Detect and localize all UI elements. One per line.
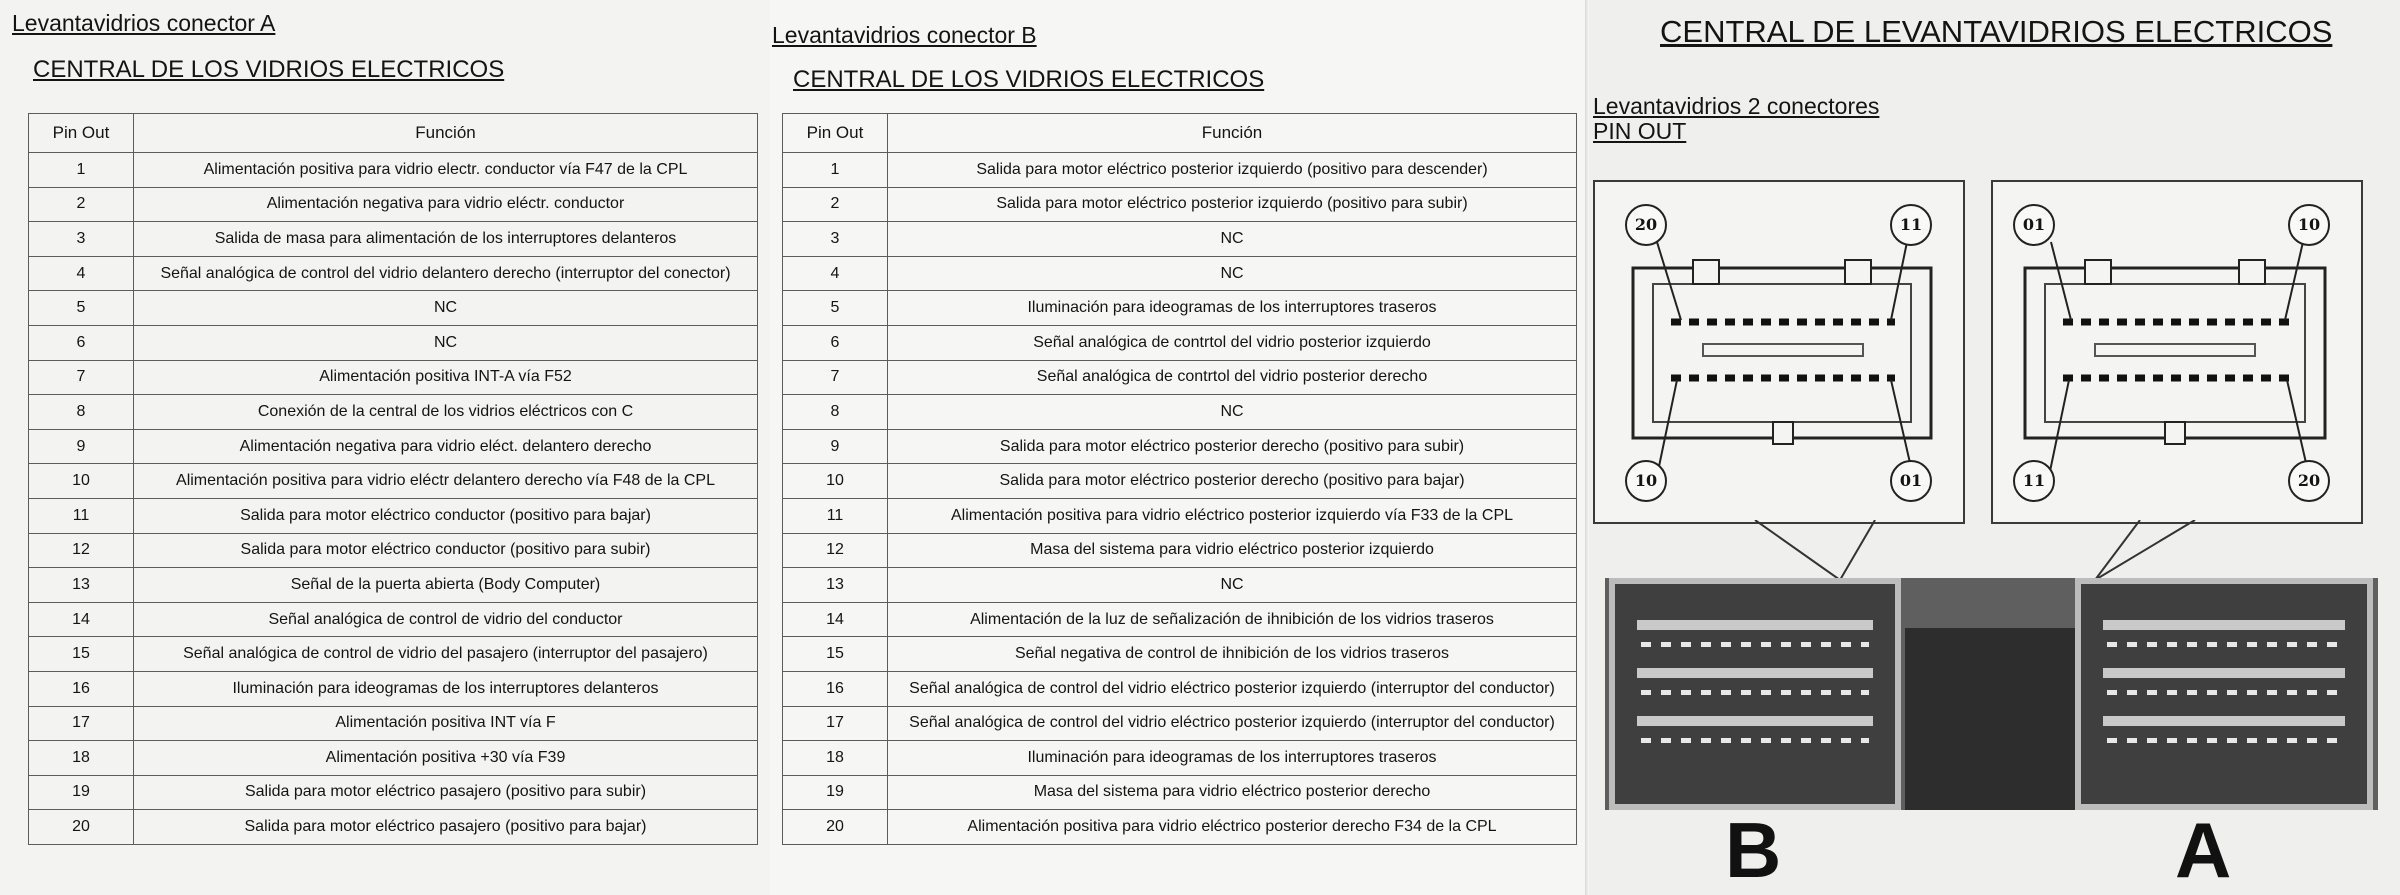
function-column-header: Función [888, 114, 1577, 153]
function-cell: Alimentación positiva para vidrio eléctr delantero derecho vía F48 de la CPL [134, 464, 758, 499]
diagram-a-pin-label-top-left: 01 [2013, 204, 2055, 246]
table-row [783, 498, 1577, 533]
page-fold [1585, 0, 1589, 895]
pin-number-cell: 15 [29, 637, 134, 672]
table-row [29, 360, 758, 395]
function-cell: Salida para motor eléctrico conductor (positivo para subir) [134, 533, 758, 568]
pinout-heading-line2: PIN OUT [1593, 118, 1687, 144]
pin-number-cell: 13 [29, 568, 134, 603]
central-title: CENTRAL DE LEVANTAVIDRIOS ELECTRICOS [1660, 14, 2333, 49]
pin-number-cell: 18 [783, 741, 888, 776]
pin-number-cell: 14 [29, 602, 134, 637]
pin-number-cell: 19 [29, 775, 134, 810]
function-cell: Salida para motor eléctrico pasajero (positivo para subir) [134, 775, 758, 810]
pin-number-cell: 9 [783, 429, 888, 464]
connector-b-letter: B [1725, 806, 1782, 894]
connector-b-panel [770, 0, 1585, 895]
pin-number-cell: 8 [783, 395, 888, 430]
function-cell: Salida para motor eléctrico posterior izquierdo (positivo para descender) [888, 153, 1577, 188]
table-row [783, 153, 1577, 188]
diagram-b-pin-label-top-right: 11 [1890, 204, 1932, 246]
function-cell: Salida para motor eléctrico conductor (positivo para bajar) [134, 498, 758, 533]
pin-number-cell: 7 [783, 360, 888, 395]
function-cell: NC [134, 325, 758, 360]
function-cell: Conexión de la central de los vidrios eléctricos con C [134, 395, 758, 430]
function-cell: Alimentación positiva para vidrio eléctrico posterior derecho F34 de la CPL [888, 810, 1577, 845]
table-row [29, 464, 758, 499]
table-row [29, 222, 758, 257]
function-cell: Iluminación para ideogramas de los interruptores traseros [888, 741, 1577, 776]
pin-number-cell: 7 [29, 360, 134, 395]
table-row [783, 464, 1577, 499]
pin-number-cell: 6 [29, 325, 134, 360]
pin-number-cell: 13 [783, 568, 888, 603]
table-row [29, 568, 758, 603]
function-cell: Salida para motor eléctrico posterior izquierdo (positivo para subir) [888, 187, 1577, 222]
pin-number-cell: 8 [29, 395, 134, 430]
function-cell: Señal analógica de control de vidrio del conductor [134, 602, 758, 637]
pin-number-cell: 1 [29, 153, 134, 188]
pin-number-cell: 1 [783, 153, 888, 188]
central-panel [1585, 0, 2400, 895]
function-cell: Alimentación de la luz de señalización de ihnibición de los vidrios traseros [888, 602, 1577, 637]
function-cell: NC [134, 291, 758, 326]
function-cell: Señal analógica de control del vidrio eléctrico posterior izquierdo (interruptor del conductor) [888, 671, 1577, 706]
table-row [783, 429, 1577, 464]
diagram-a-pin-label-top-right: 10 [2288, 204, 2330, 246]
pinout-heading-line1: Levantavidrios 2 conectores [1593, 93, 1880, 119]
table-row [29, 429, 758, 464]
table-header-row [29, 114, 758, 153]
diagram-b-pin-label-bottom-right: 01 [1890, 460, 1932, 502]
table-row [29, 498, 758, 533]
table-row [29, 291, 758, 326]
function-cell: Señal de la puerta abierta (Body Computer) [134, 568, 758, 603]
table-row [783, 775, 1577, 810]
function-cell: Alimentación positiva INT-A vía F52 [134, 360, 758, 395]
table-row [783, 291, 1577, 326]
connector-photo [1605, 578, 2378, 810]
table-row [783, 360, 1577, 395]
function-cell: Iluminación para ideogramas de los interruptores delanteros [134, 671, 758, 706]
pin-number-cell: 17 [783, 706, 888, 741]
pin-number-cell: 12 [29, 533, 134, 568]
table-row [783, 325, 1577, 360]
function-cell: Masa del sistema para vidrio eléctrico posterior derecho [888, 775, 1577, 810]
diagram-a-pin-label-bottom-left: 11 [2013, 460, 2055, 502]
function-cell: NC [888, 395, 1577, 430]
connector-a-rows [29, 153, 758, 845]
pin-number-cell: 6 [783, 325, 888, 360]
connector-b-housing [1609, 578, 1901, 810]
table-row [783, 602, 1577, 637]
function-cell: NC [888, 568, 1577, 603]
table-row [29, 637, 758, 672]
function-cell: Alimentación positiva INT vía F [134, 706, 758, 741]
pin-number-cell: 17 [29, 706, 134, 741]
pin-column-header: Pin Out [29, 114, 134, 153]
callout-pointers [1585, 520, 2400, 580]
pin-number-cell: 16 [29, 671, 134, 706]
table-row [29, 706, 758, 741]
table-row [783, 222, 1577, 257]
table-row [29, 256, 758, 291]
function-cell: NC [888, 256, 1577, 291]
pin-number-cell: 4 [783, 256, 888, 291]
pin-number-cell: 20 [29, 810, 134, 845]
table-row [783, 810, 1577, 845]
table-row [29, 533, 758, 568]
connector-a-pinout-diagram [1991, 180, 2363, 524]
table-row [29, 325, 758, 360]
connector-a-housing [2075, 578, 2373, 810]
connector-b-pin-table [782, 113, 1577, 845]
table-row [29, 187, 758, 222]
table-row [29, 395, 758, 430]
pin-number-cell: 2 [783, 187, 888, 222]
table-row [783, 395, 1577, 430]
table-row [29, 775, 758, 810]
diagram-b-pin-label-bottom-left: 10 [1625, 460, 1667, 502]
pinout-heading [1593, 94, 1879, 144]
pin-number-cell: 5 [29, 291, 134, 326]
function-cell: Salida para motor eléctrico posterior derecho (positivo para subir) [888, 429, 1577, 464]
connector-a-subtitle: CENTRAL DE LOS VIDRIOS ELECTRICOS [33, 56, 505, 83]
pin-number-cell: 10 [783, 464, 888, 499]
pin-number-cell: 16 [783, 671, 888, 706]
function-cell: Señal analógica de contrtol del vidrio posterior derecho [888, 360, 1577, 395]
table-row [783, 637, 1577, 672]
table-row [29, 602, 758, 637]
function-cell: Salida para motor eléctrico pasajero (positivo para bajar) [134, 810, 758, 845]
function-cell: Salida de masa para alimentación de los interruptores delanteros [134, 222, 758, 257]
function-cell: Alimentación positiva +30 vía F39 [134, 741, 758, 776]
table-header-row [783, 114, 1577, 153]
function-cell: Alimentación negativa para vidrio eléctr. conductor [134, 187, 758, 222]
pin-number-cell: 9 [29, 429, 134, 464]
function-cell: Alimentación positiva para vidrio electr. conductor vía F47 de la CPL [134, 153, 758, 188]
function-cell: Señal analógica de contrtol del vidrio posterior izquierdo [888, 325, 1577, 360]
diagram-b-pin-label-top-left: 20 [1625, 204, 1667, 246]
pin-number-cell: 18 [29, 741, 134, 776]
function-cell: Alimentación positiva para vidrio eléctrico posterior izquierdo vía F33 de la CPL [888, 498, 1577, 533]
connector-a-pin-table [28, 113, 758, 845]
function-cell: Señal negativa de control de ihnibición de los vidrios traseros [888, 637, 1577, 672]
connector-b-title: Levantavidrios conector B [772, 22, 1037, 48]
table-row [29, 741, 758, 776]
pin-number-cell: 19 [783, 775, 888, 810]
connector-b-rows [783, 153, 1577, 845]
pin-number-cell: 20 [783, 810, 888, 845]
pin-number-cell: 14 [783, 602, 888, 637]
pin-number-cell: 4 [29, 256, 134, 291]
table-row [783, 706, 1577, 741]
connector-a-title: Levantavidrios conector A [12, 10, 276, 36]
function-cell: NC [888, 222, 1577, 257]
table-row [783, 741, 1577, 776]
diagram-a-pin-label-bottom-right: 20 [2288, 460, 2330, 502]
pin-number-cell: 11 [783, 498, 888, 533]
function-column-header: Función [134, 114, 758, 153]
function-cell: Señal analógica de control del vidrio delantero derecho (interruptor del conector) [134, 256, 758, 291]
pin-number-cell: 3 [29, 222, 134, 257]
connector-b-pinout-diagram [1593, 180, 1965, 524]
pin-column-header: Pin Out [783, 114, 888, 153]
table-row [783, 187, 1577, 222]
function-cell: Señal analógica de control del vidrio eléctrico posterior izquierdo (interruptor del conductor) [888, 706, 1577, 741]
pin-number-cell: 10 [29, 464, 134, 499]
table-row [783, 568, 1577, 603]
connector-a-panel [0, 0, 770, 895]
pin-number-cell: 3 [783, 222, 888, 257]
connector-b-subtitle: CENTRAL DE LOS VIDRIOS ELECTRICOS [793, 66, 1265, 93]
pin-number-cell: 15 [783, 637, 888, 672]
table-row [29, 671, 758, 706]
function-cell: Masa del sistema para vidrio eléctrico posterior izquierdo [888, 533, 1577, 568]
table-row [783, 533, 1577, 568]
table-row [29, 810, 758, 845]
connector-a-letter: A [2175, 806, 2232, 894]
pin-number-cell: 2 [29, 187, 134, 222]
function-cell: Señal analógica de control de vidrio del pasajero (interruptor del pasajero) [134, 637, 758, 672]
pin-number-cell: 12 [783, 533, 888, 568]
pin-number-cell: 5 [783, 291, 888, 326]
function-cell: Salida para motor eléctrico posterior derecho (positivo para bajar) [888, 464, 1577, 499]
table-row [783, 256, 1577, 291]
table-row [29, 153, 758, 188]
function-cell: Iluminación para ideogramas de los interruptores traseros [888, 291, 1577, 326]
pin-number-cell: 11 [29, 498, 134, 533]
function-cell: Alimentación negativa para vidrio eléct. delantero derecho [134, 429, 758, 464]
unit-center-body [1905, 628, 2085, 810]
table-row [783, 671, 1577, 706]
